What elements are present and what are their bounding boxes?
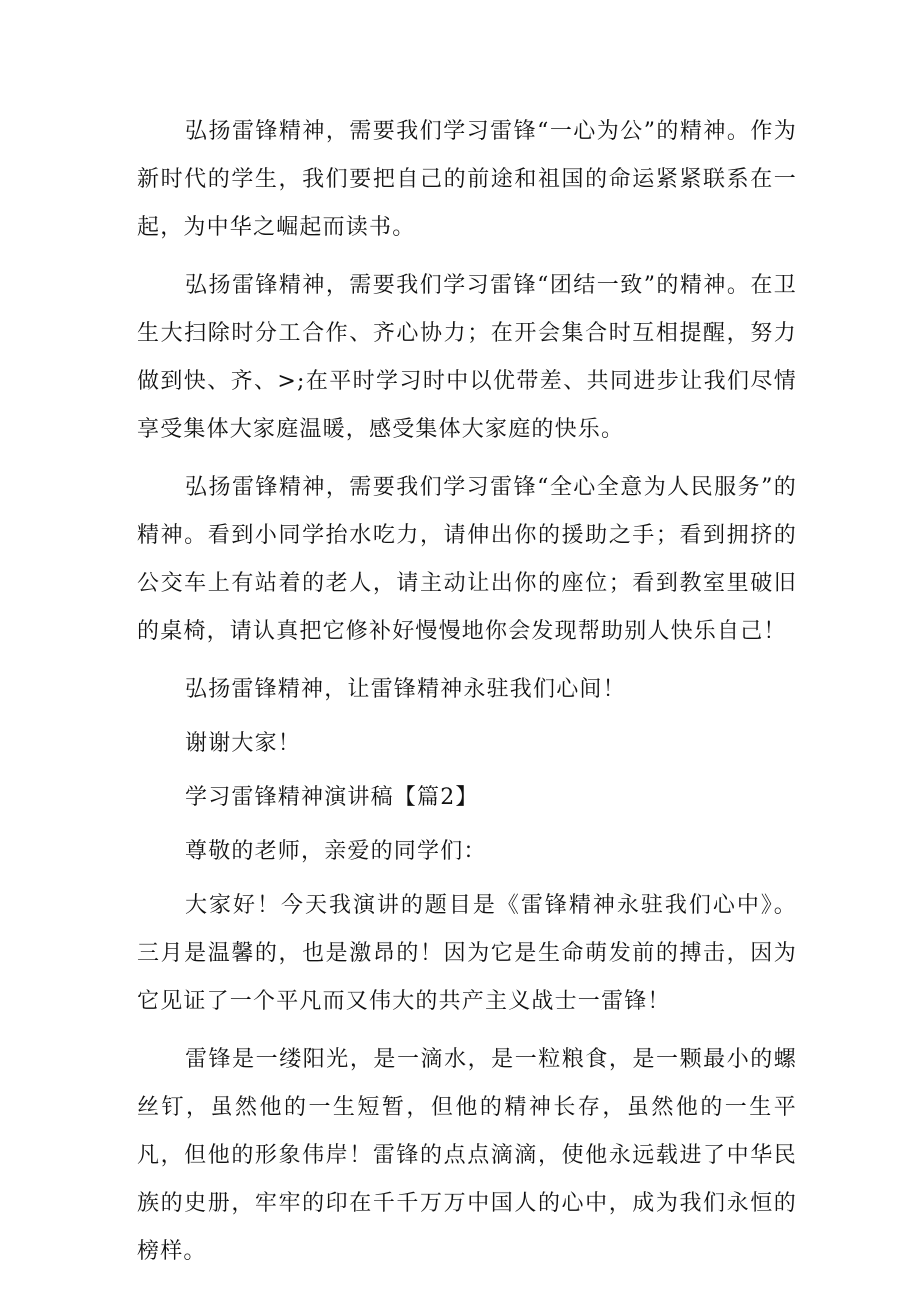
paragraph-salutation: 尊敬的老师，亲爱的同学们：: [185, 839, 487, 864]
paragraph-tuanjieyizhi: 弘扬雷锋精神，需要我们学习雷锋“团结一致”的精神。在卫生大扫除时分工合作、齐心协力；在开会集合时互相提醒，努力做到快、齐、>;在平时学习时中以优带差、共同进步让我们尽情享受集体大家庭温暖，感受集体大家庭的快乐。: [137, 273, 797, 442]
document-body: [137, 108, 797, 1276]
section-heading-part2: 学习雷锋精神演讲稿【篇2】: [185, 785, 479, 810]
paragraph-leifeng-sunlight: 雷锋是一缕阳光，是一滴水，是一粒粮食，是一颗最小的螺丝钉，虽然他的一生短暂，但他的精神长存，虽然他的一生平凡，但他的形象伟岸！雷锋的点点滴滴，使他永远载进了中华民族的史册，牢牢的印在千千万万中国人的心中，成为我们永恒的榜样。: [137, 1047, 797, 1264]
paragraph-weirenminfuwu: 弘扬雷锋精神，需要我们学习雷锋“全心全意为人民服务”的精神。看到小同学抬水吃力，请伸出你的援助之手；看到拥挤的公交车上有站着的老人，请主动让出你的座位；看到教室里破旧的桌椅，请认真把它修补好慢慢地你会发现帮助别人快乐自己！: [137, 475, 797, 644]
paragraph-yixinweigong: 弘扬雷锋精神，需要我们学习雷锋“一心为公”的精神。作为新时代的学生，我们要把自己的前途和祖国的命运紧紧联系在一起，为中华之崛起而读书。: [137, 119, 797, 240]
paragraph-opening: 大家好！今天我演讲的题目是《雷锋精神永驻我们心中》。三月是温馨的，也是激昂的！因为它是生命萌发前的搏击，因为它见证了一个平凡而又伟大的共产主义战士一雷锋！: [137, 893, 797, 1014]
paragraph-thanks: 谢谢大家！: [185, 731, 302, 756]
paragraph-closing-call: 弘扬雷锋精神，让雷锋精神永驻我们心间！: [185, 677, 626, 702]
